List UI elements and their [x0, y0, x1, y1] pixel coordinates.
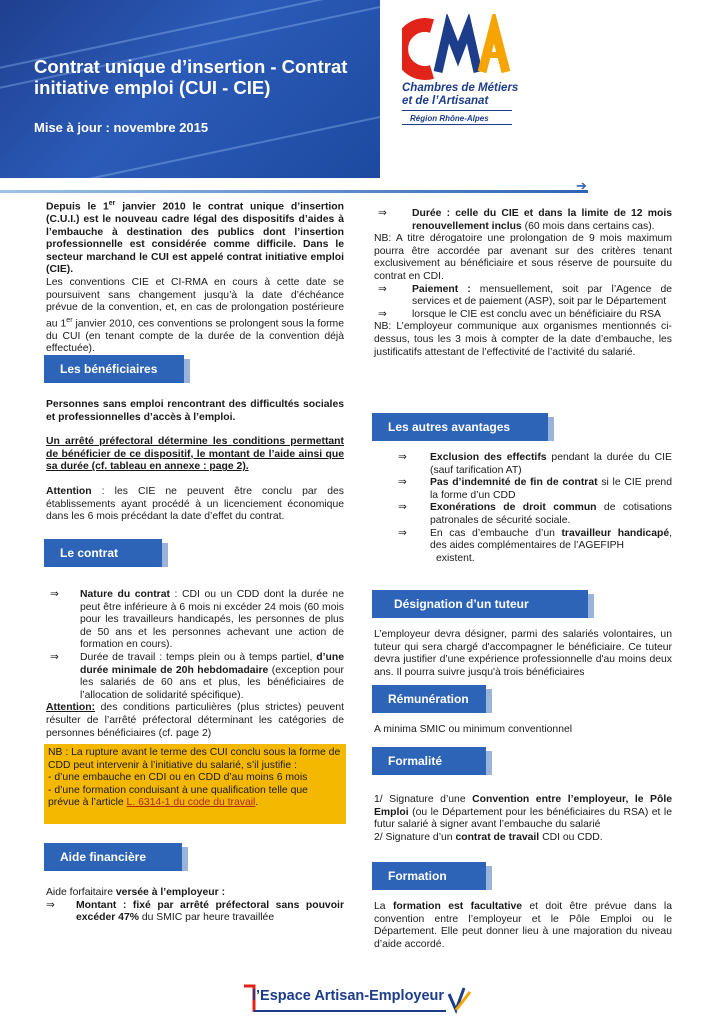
logo-region: Région Rhône-Alpes	[410, 114, 489, 123]
arrow-icon: ⇒	[378, 283, 387, 295]
beneficiaires-text: Personnes sans emploi rencontrant des difficultés sociales et professionnelles d’accès à l’emploi. Un arrêté préfectoral détermine les conditions permettant de bénéficier de ce dispositif, le montant de l’aide ainsi que sa durée (cf. tableau en annexe : page 2). Attention : les CIE ne peuvent être conclu par des établissements ayant procédé à un licenciement économique dans les 6 mois précédant la date d’effet du contrat.	[46, 399, 344, 523]
banner-decoration	[0, 96, 380, 178]
arrow-icon: ⇒	[378, 308, 387, 320]
list-item: ⇒ Pas d’indemnité de fin de contrat si le CIE prend la forme d’un CDD	[374, 477, 672, 502]
list-item: ⇒ lorsque le CIE est conclu avec un bénéficiaire du RSA	[374, 309, 672, 322]
nb-box: NB : La rupture avant le terme des CUI conclu sous la forme de CDD peut intervenir à l’initiative du salarié, s’il justifie : - d’une embauche en CDI ou en CDD d’au moins 6 mois - d’une formation conduisant à une qualification telle que prévue à l’article L. 6314-1 du code du travail.	[44, 744, 346, 824]
list-item: ⇒ Montant : fixé par arrêté préfectoral sans pouvoir excéder 47% du SMIC par heure travaillée	[46, 899, 344, 924]
arrow-icon: ⇒	[46, 899, 55, 911]
arrow-icon: ⇒	[50, 651, 59, 663]
list-item: ⇒ Durée : celle du CIE et dans la limite de 12 mois renouvellement inclus (60 mois dans certains cas).	[374, 208, 672, 233]
list-item: ⇒ Durée de travail : temps plein ou à temps partiel, d’une durée minimale de 20h hebdomadaire (exception pour les salariés de 60 ans et plus, les bénéficiaires de l’allocation de solidarité spécifique).	[46, 652, 344, 702]
section-remuneration: Rémunération	[372, 685, 486, 713]
section-aide: Aide financière	[44, 843, 182, 871]
formalite-text: 1/ Signature d’une Convention entre l’employeur, le Pôle Emploi (ou le Département pour les bénéficiaires du RSA) et le futur salarié à signer avant l’embauche du salarié 2/ Signature d’un contrat de travail CDI ou CDD.	[374, 794, 672, 843]
arrow-icon: ⇒	[50, 589, 59, 600]
arrow-icon: ⇒	[398, 527, 407, 539]
arrow-icon: ⇒	[378, 208, 387, 219]
avantages-text	[374, 452, 672, 565]
code-travail-link[interactable]: L. 6314-1 du code du travail	[126, 797, 256, 809]
remuneration-text: A minima SMIC ou minimum conventionnel	[374, 724, 573, 735]
intro-text: Depuis le 1er janvier 2010 le contrat unique d’insertion (C.U.I.) est le nouveau cadre légal des dispositifs d’aides à l’embauche à destination des publics dont l’insertion professionnelle est considérée comme difficile. Dans le secteur marchand le CUI est appelé contrat initiative emploi (CIE). Les conventions CIE et CI-RMA en cours à cette date se poursuivent sans changement jusqu’à la date d’échéance prévue de la convention, et, en cas de prolongation postérieure au 1er janvier 2010, ces conventions se prolongent sous la forme du CUI (en tenant compte de la durée de la convention déjà effectuée).	[46, 200, 344, 355]
right-top-text: ⇒ Durée : celle du CIE et dans la limite de 12 mois renouvellement inclus (60 mois dans certains cas). NB: A titre dérogatoire une prolongation de 9 mois maximum pourra être accordée par avenant sur des critères tenant exclusivement au bénéficiaire et sous réserve de poursuite du contrat en CDI. ⇒ Paiement : mensuellement, soit par l’Agence de services et de paiement (ASP), soit par le Département ⇒ lorsque le CIE est conclu avec un bénéficiaire du RSA NB: L’employeur communique aux organismes mentionnés ci-dessus, tous les 3 mois à compter de la date d’embauche, les justificatifs attestant de l’effectivité de l’activité du salarié.	[374, 208, 673, 358]
logo-divider	[402, 124, 512, 125]
arrow-icon: ⇒	[398, 452, 407, 463]
list-item: ⇒ En cas d’embauche d’un travailleur handicapé, des aides complémentaires de l’AGEFIPH existent.	[374, 528, 672, 566]
contrat-text: ⇒ Nature du contrat : CDI ou un CDD dont la durée ne peut être inférieure à 6 mois ni excéder 24 mois (60 mois pour les travailleurs handicapés, les personnes de plus de 50 ans et les personnes achevant une action de formation en cours). ⇒ Durée de travail : temps plein ou à temps partiel, d’une durée minimale de 20h hebdomadaire (exception pour les salariés de 60 ans et plus, les bénéficiaires de l’allocation de solidarité spécifique). Attention: des conditions particulières (plus strictes) peuvent résulter de l’arrêté préfectoral déterminant les catégories de personnes bénéficiaires (cf. page 2)	[46, 589, 345, 739]
footer-text: l’Espace Artisan-Employeur	[252, 988, 445, 1004]
formation-text: La formation est facultative et doit être prévue dans la convention entre l’employeur et le Pôle Emploi ou le Département. Elle peut donner lieu à une majoration du niveau d’aide accordé.	[374, 901, 672, 950]
list-item: ⇒ Nature du contrat : CDI ou un CDD dont la durée ne peut être inférieure à 6 mois ni excéder 24 mois (60 mois pour les travailleurs handicapés, les personnes de plus de 50 ans et les personnes achevant une action de formation en cours).	[46, 589, 344, 652]
section-contrat: Le contrat	[44, 539, 162, 567]
list-item: ⇒ Exclusion des effectifs pendant la durée du CIE (sauf tarification AT)	[374, 452, 672, 477]
list-item: ⇒ Exonérations de droit commun de cotisations patronales de sécurité sociale.	[374, 502, 672, 527]
arrow-icon: ⇒	[398, 477, 407, 489]
right-arrow-icon: ➔	[576, 178, 587, 193]
header-divider	[0, 190, 588, 193]
header-banner	[0, 0, 380, 178]
section-formalite: Formalité	[372, 747, 486, 775]
update-date: Mise à jour : novembre 2015	[34, 120, 209, 135]
cma-logo-mark-icon	[402, 14, 512, 82]
arrow-icon: ⇒	[398, 502, 407, 514]
section-formation: Formation	[372, 862, 486, 890]
section-avantages: Les autres avantages	[372, 413, 548, 441]
logo-org-name: Chambres de Métiers et de l’Artisanat	[402, 82, 519, 107]
aide-text: Aide forfaitaire versée à l’employeur : ⇒ Montant : fixé par arrêté préfectoral sans pouvoir excéder 47% du SMIC par heure travaillée	[46, 887, 344, 924]
logo-divider	[402, 110, 512, 111]
tuteur-text: L’employeur devra désigner, parmi des salariés volontaires, un tuteur qui sera chargé d'accompagner le bénéficiaire. Ce tuteur devra justifier d’une expérience professionnelle d'au moins deux ans. Il pourra suivre jusqu'à trois bénéficiaires	[374, 629, 672, 678]
section-beneficiaires: Les bénéficiaires	[44, 355, 184, 383]
logo-area	[380, 0, 724, 178]
section-tuteur: Désignation d’un tuteur	[372, 590, 588, 618]
page-title: Contrat unique d’insertion - Contrat initiative emploi (CUI - CIE)	[34, 56, 348, 98]
list-item: ⇒ Paiement : mensuellement, soit par l’Agence de services et de paiement (ASP), soit par le Département	[374, 284, 672, 309]
